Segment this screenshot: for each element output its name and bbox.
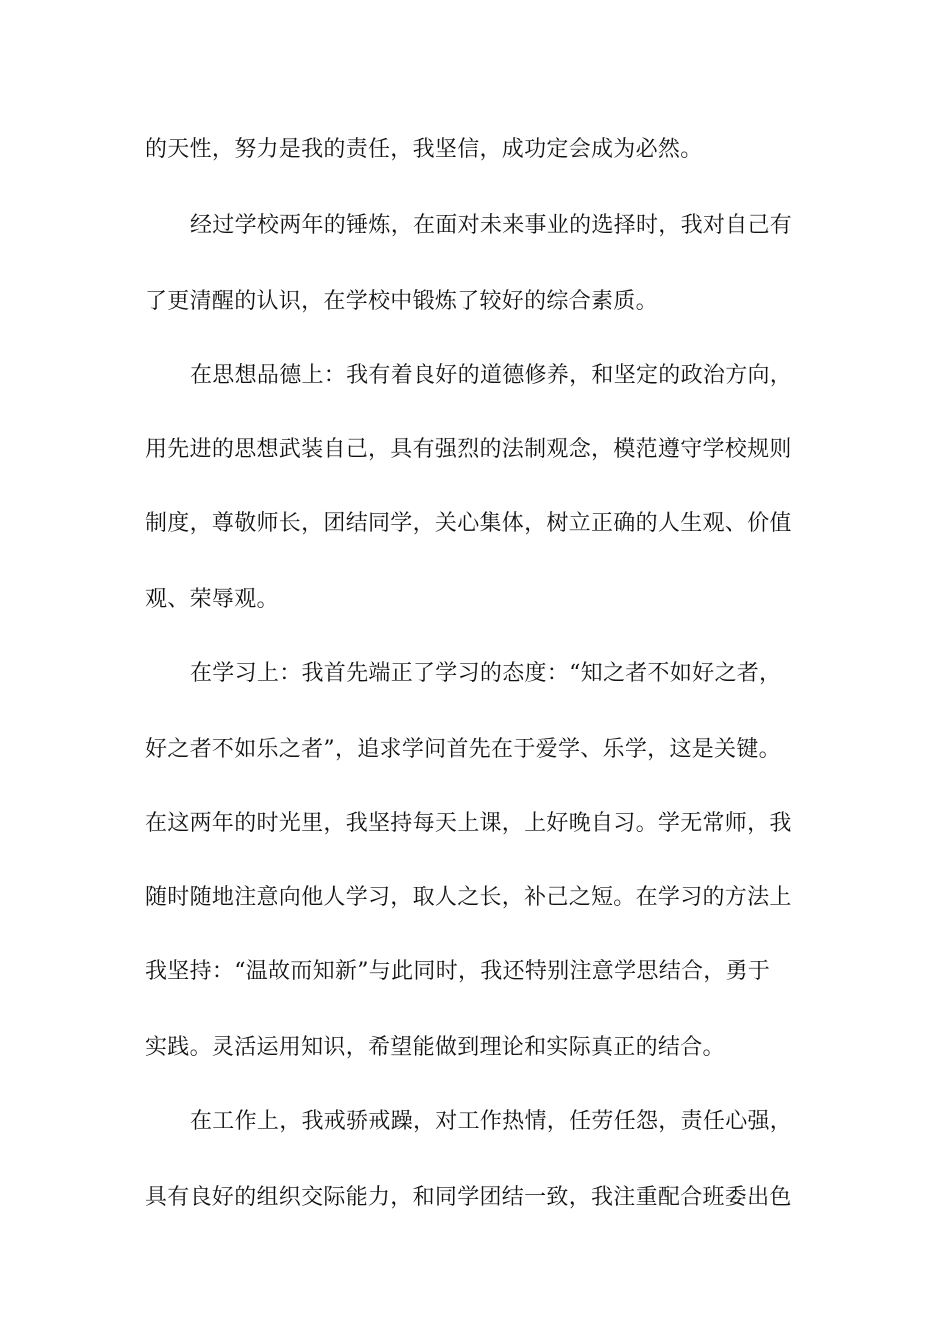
text-line: 实践。灵活运用知识，希望能做到理论和实际真正的结合。 bbox=[145, 1035, 725, 1060]
text-line: 了更清醒的认识，在学校中锻炼了较好的综合素质。 bbox=[145, 289, 658, 314]
paragraph-start-line: 在工作上，我戒骄戒躁，对工作热情，任劳任怨，责任心强， bbox=[190, 1109, 793, 1134]
text-line: 用先进的思想武装自己，具有强烈的法制观念，模范遵守学校规则 bbox=[145, 437, 792, 462]
text-line: 的天性，努力是我的责任，我坚信，成功定会成为必然。 bbox=[145, 137, 703, 162]
paragraph-start-line: 经过学校两年的锤炼，在面对未来事业的选择时，我对自己有 bbox=[190, 213, 793, 238]
text-line: 具有良好的组织交际能力，和同学团结一致，我注重配合班委出色 bbox=[145, 1185, 792, 1210]
text-line: 在这两年的时光里，我坚持每天上课，上好晚自习。学无常师，我 bbox=[145, 811, 792, 836]
text-line: 随时随地注意向他人学习，取人之长，补己之短。在学习的方法上 bbox=[145, 885, 792, 910]
paragraph-start-line: 在学习上：我首先端正了学习的态度：“知之者不如好之者， bbox=[190, 661, 782, 686]
paragraph-start-line: 在思想品德上：我有着良好的道德修养，和坚定的政治方向， bbox=[190, 363, 793, 388]
text-line: 好之者不如乐之者”，追求学问首先在于爱学、乐学，这是关键。 bbox=[145, 737, 781, 762]
text-line: 观、荣辱观。 bbox=[145, 587, 279, 612]
text-line: 制度，尊敬师长，团结同学，关心集体，树立正确的人生观、价值 bbox=[145, 511, 792, 536]
text-line: 我坚持：“温故而知新”与此同时，我还特别注意学思结合，勇于 bbox=[145, 959, 771, 984]
